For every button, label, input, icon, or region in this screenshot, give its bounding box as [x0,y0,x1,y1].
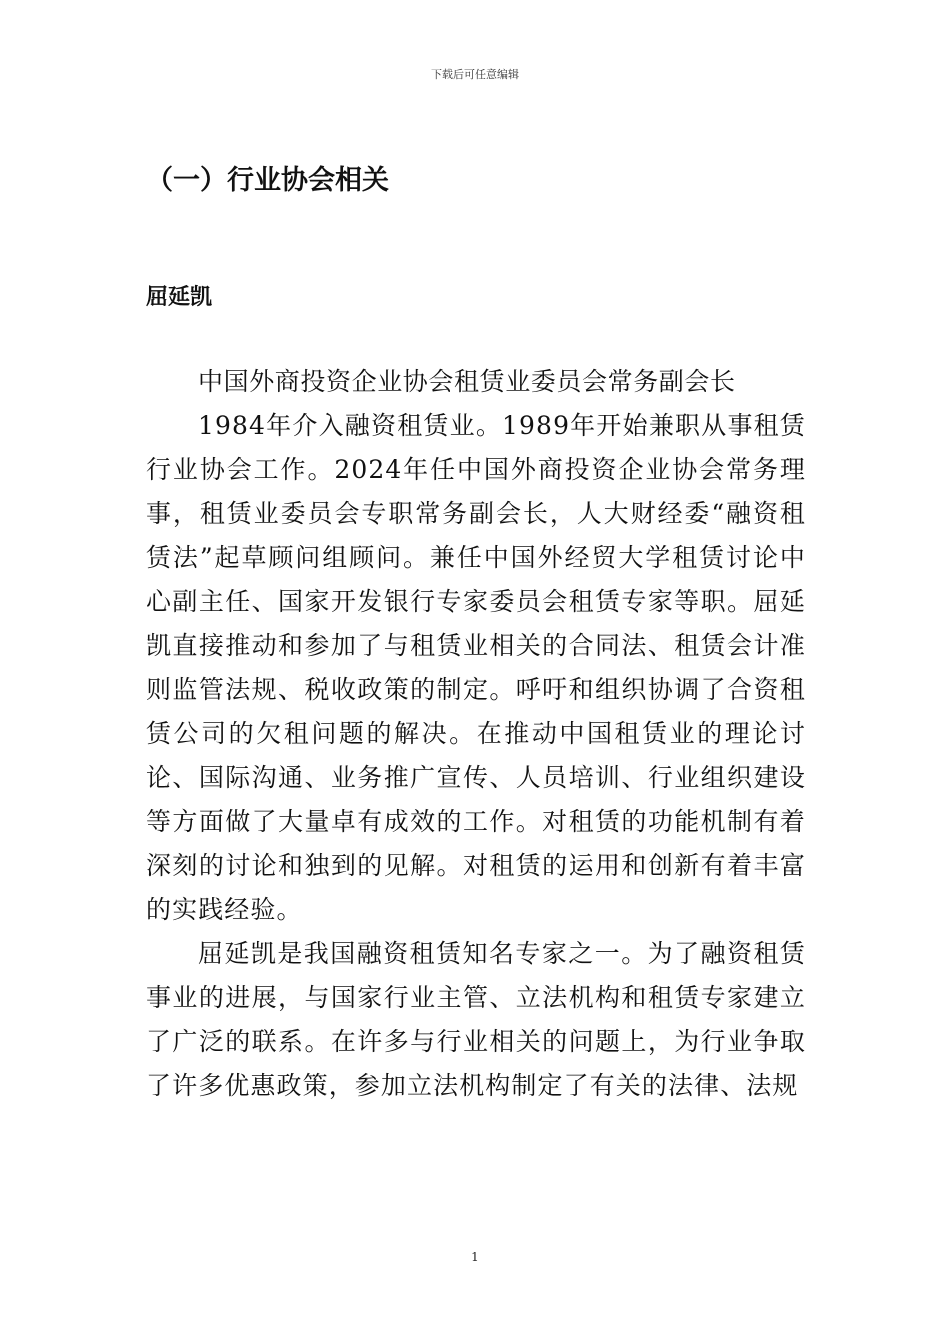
person-name-heading: 屈延凯 [146,285,213,310]
paragraph-contributions: 屈延凯是我国融资租赁知名专家之一。为了融资租赁事业的进展，与国家行业主管、立法机构和租赁专家建立了广泛的联系。在许多与行业相关的问题上，为行业争取了许多优惠政策，参加立法机构制定了有关的法律、法规 [146,939,806,1100]
body-text [146,360,806,1108]
paragraph-biography: 1984年介入融资租赁业。1989年开始兼职从事租赁行业协会工作。2024年任中国外商投资企业协会常务理事，租赁业委员会专职常务副会长，人大财经委“融资租赁法”起草顾问组顾问。兼任中国外经贸大学租赁讨论中心副主任、国家开发银行专家委员会租赁专家等职。屈延凯直接推动和参加了与租赁业相关的合同法、租赁会计准则监管法规、税收政策的制定。呼吁和组织协调了合资租赁公司的欠租问题的解决。在推动中国租赁业的理论讨论、国际沟通、业务推广宣传、人员培训、行业组织建设等方面做了大量卓有成效的工作。对租赁的功能机制有着深刻的讨论和独到的见解。对租赁的运用和创新有着丰富的实践经验。 [146,411,806,924]
section-title: （一）行业协会相关 [146,165,389,196]
page-number: 1 [471,1250,479,1264]
paragraph-position: 中国外商投资企业协会租赁业委员会常务副会长 [198,367,736,396]
page-header: 下载后可任意编辑 [431,68,519,81]
